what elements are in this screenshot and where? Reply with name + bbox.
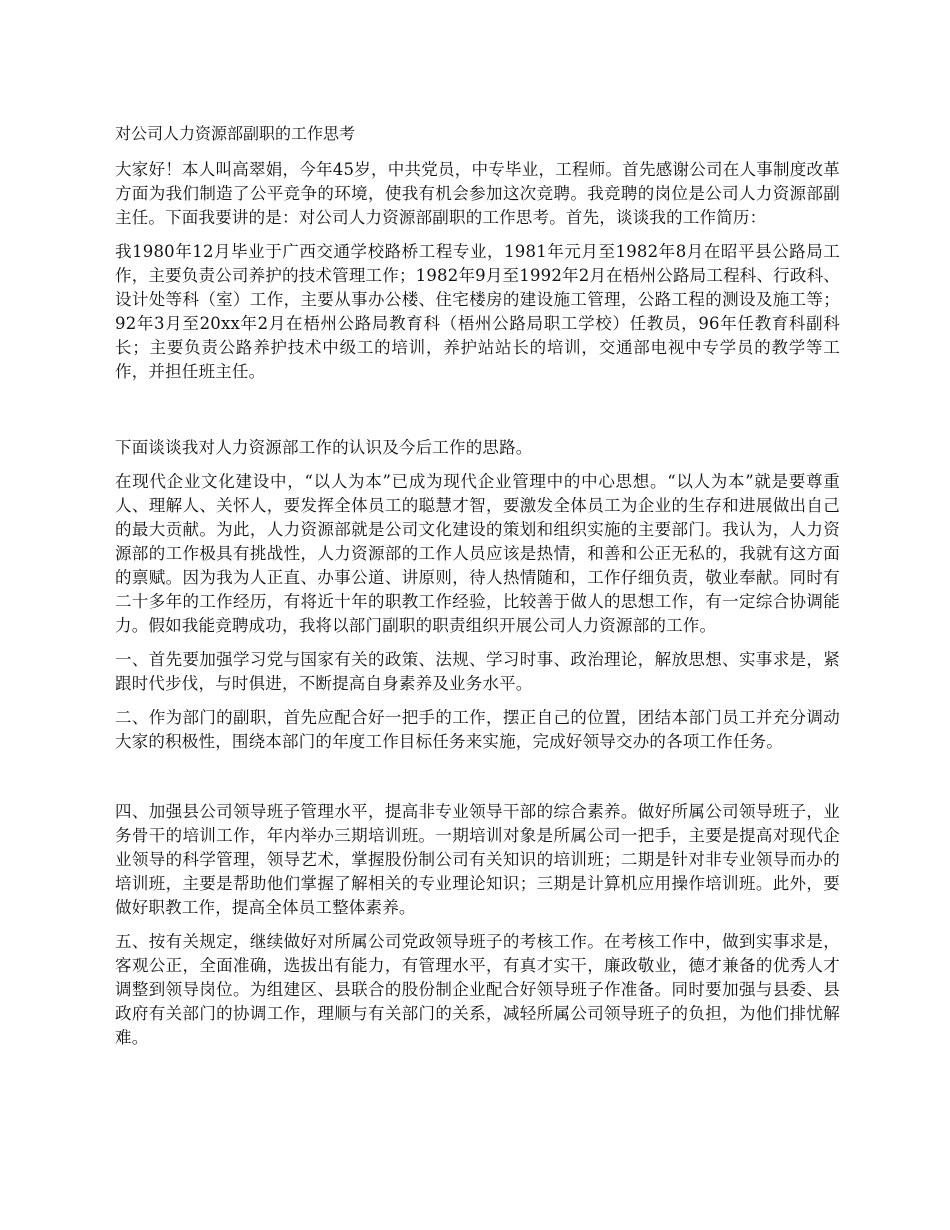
paragraph-point-four: 四、加强县公司领导班子管理水平，提高非专业领导干部的综合素养。做好所属公司领导班子，业务骨干的培训工作，年内举办三期培训班。一期培训对象是所属公司一把手，主要是提高对现代企业领导的科学管理，领导艺术，掌握股份制公司有关知识的培训班；二期是针对非专业领导而办的培训班，主要是帮助他们掌握了解相关的专业理论知识；三期是计算机应用操作培训班。此外，要做好职教工作，提高全体员工整体素养。 <box>115 802 840 917</box>
document-page <box>115 122 840 1060</box>
paragraph-transition: 下面谈谈我对人力资源部工作的认识及今后工作的思路。 <box>115 438 533 457</box>
paragraph-point-five: 五、按有关规定，继续做好对所属公司党政领导班子的考核工作。在考核工作中，做到实事求是，客观公正，全面准确，选拔出有能力，有管理水平，有真才实干，廉政敬业，德才兼备的优秀人才调整到领导岗位。为组建区、县联合的股份制企业配合好领导班子作准备。同时要加强与县委、县政府有关部门的协调工作，理顺与有关部门的关系，减轻所属公司领导班子的负担，为他们排忧解难。 <box>115 932 840 1047</box>
paragraph-resume: 我1980年12月毕业于广西交通学校路桥工程专业，1981年元月至1982年8月在昭平县公路局工作，主要负责公司养护的技术管理工作；1982年9月至1992年2月在梧州公路局工程科、行政科、设计处等科（室）工作，主要从事办公楼、住宅楼房的建设施工管理，公路工程的测设及施工等；92年3月至20xx年2月在梧州公路局教育科（梧州公路局职工学校）任教员，96年任教育科副科长；主要负责公路养护技术中级工的培训，养护站站长的培训，交通部电视中专学员的教学等工作，并担任班主任。 <box>115 242 840 381</box>
spacer <box>115 764 840 800</box>
paragraph-people-oriented: 在现代企业文化建设中，“以人为本”已成为现代企业管理中的中心思想。“以人为本”就是要尊重人、理解人、关怀人，要发挥全体员工的聪慧才智，要激发全体员工为企业的生存和进展做出自己的最大贡献。为此，人力资源部就是公司文化建设的策划和组织实施的主要部门。我认为，人力资源部的工作极具有挑战性，人力资源部的工作人员应该是热情，和善和公正无私的，我就有这方面的禀赋。因为我为人正直、办事公道、讲原则，待人热情随和，工作仔细负责，敬业奉献。同时有二十多年的工作经历，有将近十年的职教工作经验，比较善于做人的思想工作，有一定综合协调能力。假如我能竞聘成功，我将以部门副职的职责组织开展公司人力资源部的工作。 <box>115 472 840 635</box>
paragraph-point-one: 一、首先要加强学习党与国家有关的政策、法规、学习时事、政治理论，解放思想、实事求是，紧跟时代步伐，与时俱进，不断提高自身素养及业务水平。 <box>115 650 840 693</box>
spacer <box>115 394 840 436</box>
paragraph-point-two: 二、作为部门的副职，首先应配合好一把手的工作，摆正自己的位置，团结本部门员工并充分调动大家的积极性，围绕本部门的年度工作目标任务来实施，完成好领导交办的各项工作任务。 <box>115 708 840 751</box>
document-title: 对公司人力资源部副职的工作思考 <box>115 124 356 143</box>
paragraph-intro: 大家好！本人叫高翠娟，今年45岁，中共党员，中专毕业，工程师。首先感谢公司在人事制度改革方面为我们制造了公平竞争的环境，使我有机会参加这次竞聘。我竞聘的岗位是公司人力资源部副主任。下面我要讲的是：对公司人力资源部副职的工作思考。首先，谈谈我的工作简历： <box>115 160 840 227</box>
